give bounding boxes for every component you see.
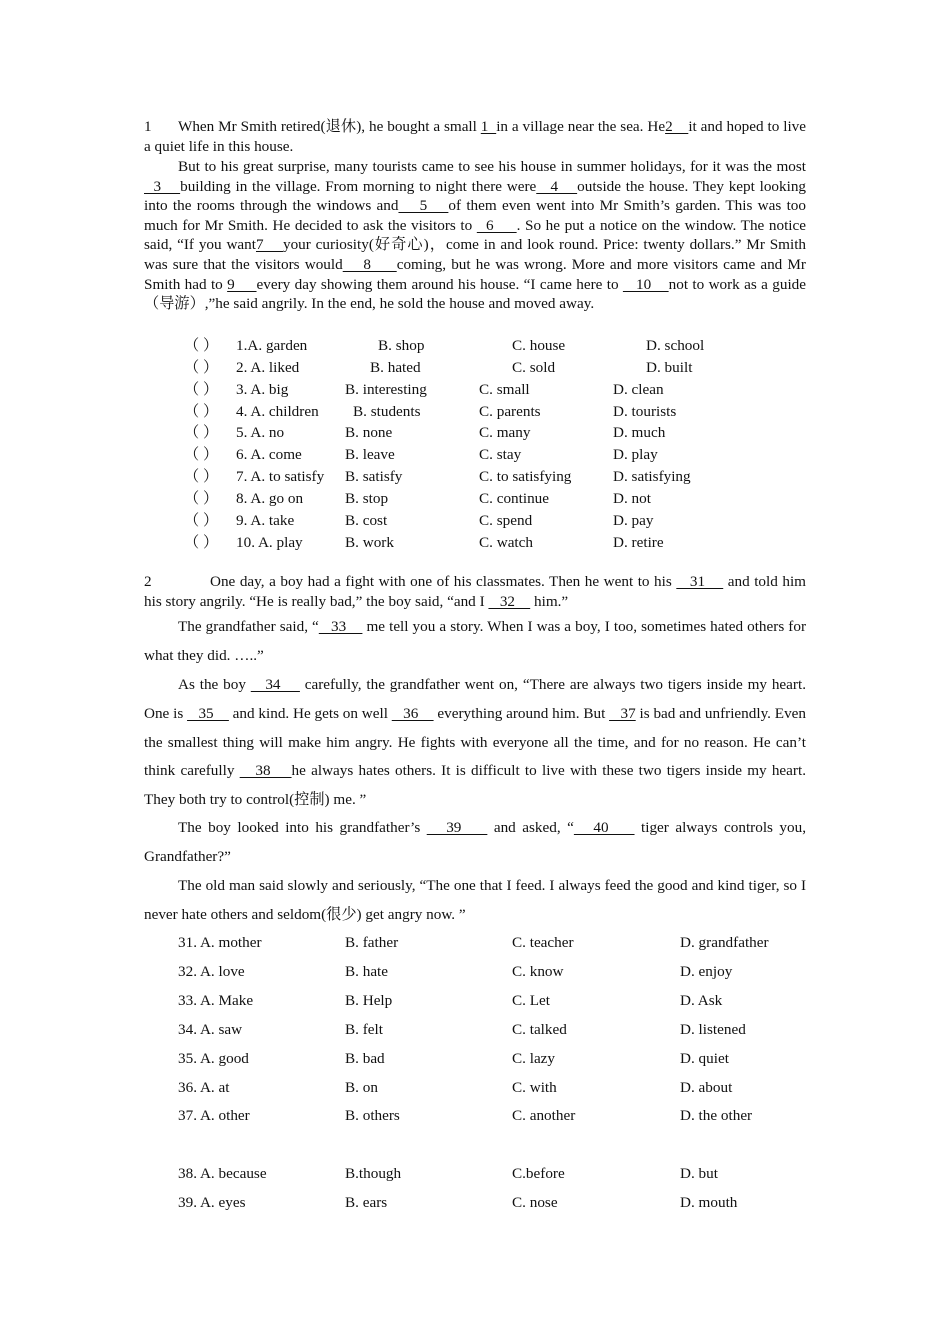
answer-blank[interactable]: 35 (187, 704, 229, 722)
passage2-paragraph1-text (144, 573, 806, 610)
option-b: B. cost (345, 512, 388, 529)
text-segment: he always hates others. It is difficult to live with these two tigers inside my heart. They both try to control(控制) me. ” (144, 762, 806, 809)
passage1-paragraph1 (144, 117, 806, 156)
option-a: 1.A. garden (236, 337, 308, 354)
option-d: D. retire (613, 534, 664, 551)
text-segment: . So he put a notice on the window. The notice said, “If you want (144, 216, 807, 254)
text-segment: The boy looked into his grandfather’s (178, 819, 427, 836)
option-a: 4. A. children (236, 403, 319, 420)
text-segment: of them even went into Mr Smith’s garden. This was too much for Mr Smith. He decided to ask the visitors to (144, 197, 806, 234)
option-b: B. interesting (345, 381, 427, 398)
passage1-paragraph2-text (144, 158, 806, 312)
option-a: 8. A. go on (236, 490, 304, 507)
passage2-paragraph5-text (144, 877, 806, 923)
option-a: 6. A. come (236, 446, 302, 463)
answer-blank[interactable]: 31 (676, 573, 724, 590)
option-c: C. watch (479, 534, 533, 551)
option-c: C. with (512, 1079, 557, 1096)
option-row (0, 929, 950, 957)
text-segment: As the boy (178, 676, 251, 693)
answer-paren[interactable]: （ ） (184, 424, 219, 441)
option-d: D. clean (613, 381, 664, 398)
option-row (0, 444, 950, 465)
answer-paren[interactable]: （ ） (184, 490, 219, 507)
option-row (0, 1045, 950, 1073)
option-row (0, 335, 950, 356)
option-d: D. not (613, 490, 651, 507)
passage2-paragraph2 (144, 613, 806, 671)
answer-paren[interactable]: （ ） (184, 468, 219, 485)
passage1-paragraph2 (144, 157, 806, 314)
option-d: D. about (680, 1079, 733, 1096)
passage2-paragraph3-text (144, 676, 806, 808)
answer-blank[interactable]: 32 (488, 592, 531, 610)
option-d: D. built (646, 359, 693, 376)
passage2-paragraph1 (144, 572, 806, 611)
option-row (0, 1160, 950, 1188)
option-d: D. tourists (613, 403, 677, 420)
option-b: B. others (345, 1107, 400, 1124)
text-segment: carefully, the grandfather went on, “There are always two tigers inside my heart. One is (144, 676, 806, 722)
option-a: 36. A. at (178, 1079, 230, 1096)
option-c: C. talked (512, 1021, 567, 1038)
option-row (0, 1074, 950, 1102)
option-b: B. shop (378, 337, 425, 354)
option-c: C. lazy (512, 1050, 556, 1067)
option-b: B. satisfy (345, 468, 403, 485)
answer-blank[interactable]: 3 (144, 177, 181, 195)
text-segment: not to work as a guide（导游）,”he said angrily. In the end, he sold the house and moved away. (144, 275, 806, 313)
option-c: C. sold (512, 359, 556, 376)
answer-blank[interactable]: 1 (480, 118, 497, 135)
text-segment: outside the house. They kept looking into the rooms through the windows and (144, 177, 807, 215)
option-b: B. felt (345, 1021, 383, 1038)
option-a: 33. A. Make (178, 992, 254, 1009)
option-a: 7. A. to satisfy (236, 468, 325, 485)
passage2-paragraph3 (144, 671, 806, 815)
text-segment: When Mr Smith retired(退休), he bought a small (178, 118, 481, 135)
option-d: D. play (613, 446, 658, 463)
answer-blank[interactable]: 9 (227, 275, 257, 293)
option-b: B. work (345, 534, 394, 551)
option-row (0, 466, 950, 487)
option-a: 35. A. good (178, 1050, 249, 1067)
answer-paren[interactable]: （ ） (184, 403, 219, 420)
option-b: B.though (345, 1165, 402, 1182)
option-d: D. grandfather (680, 934, 769, 951)
option-c: C. house (512, 337, 566, 354)
text-segment: and asked, “ (487, 819, 574, 836)
option-c: C. to satisfying (479, 468, 572, 485)
option-d: D. the other (680, 1107, 753, 1124)
option-d: D. school (646, 337, 705, 354)
option-d: D. much (613, 424, 666, 441)
option-c: C. nose (512, 1194, 558, 1211)
answer-blank[interactable]: 39 (426, 819, 488, 836)
option-d: D. mouth (680, 1194, 738, 1211)
option-row (0, 488, 950, 509)
text-segment: me tell you a story. When I was a boy, I too, sometimes hated others for what they did. …..” (144, 618, 806, 664)
option-b: B. father (345, 934, 399, 951)
option-b: B. Help (345, 992, 393, 1009)
text-segment: it and hoped to live a quiet life in this house. (144, 118, 807, 155)
option-row (0, 510, 950, 531)
answer-blank[interactable]: 37 (609, 704, 636, 722)
text-segment: The old man said slowly and seriously, “The one that I feed. I always feed the good and kind tiger, so I never hate others and seldom(很少) get angry now. ” (144, 877, 806, 923)
passage2-number: 2 (144, 573, 152, 590)
answer-paren[interactable]: （ ） (184, 337, 219, 354)
option-c: C. teacher (512, 934, 574, 951)
option-row (0, 422, 950, 443)
passage2-paragraph5 (144, 872, 806, 930)
text-segment: and told him his story angrily. “He is really bad,” the boy said, “and I (144, 573, 806, 610)
option-row (0, 401, 950, 422)
option-c: C. another (512, 1107, 576, 1124)
answer-paren[interactable]: （ ） (184, 446, 219, 463)
option-a: 3. A. big (236, 381, 289, 398)
option-a: 10. A. play (236, 534, 303, 551)
answer-paren[interactable]: （ ） (184, 359, 219, 376)
answer-blank[interactable]: 6 (476, 216, 517, 234)
option-d: D. quiet (680, 1050, 729, 1067)
answer-blank[interactable]: 10 (622, 275, 669, 293)
option-row (0, 1102, 950, 1130)
answer-paren[interactable]: （ ） (184, 381, 219, 398)
option-b: B. bad (345, 1050, 385, 1067)
text-segment: every day showing them around his house. “I came here to (256, 275, 623, 293)
option-a: 9. A. take (236, 512, 295, 529)
option-c: C. know (512, 963, 564, 980)
option-c: C.before (512, 1165, 565, 1182)
option-c: C. spend (479, 512, 533, 529)
answer-blank[interactable]: 40 (573, 819, 635, 836)
passage1-number: 1 (144, 118, 152, 135)
option-b: B. stop (345, 490, 389, 507)
answer-paren[interactable]: （ ） (184, 512, 219, 529)
text-segment: in a village near the sea. He (496, 118, 666, 135)
answer-blank[interactable]: 33 (318, 618, 363, 635)
option-b: B. hate (345, 963, 389, 980)
text-segment: everything around him. But (433, 704, 610, 722)
text-segment: your curiosity(好奇心)，come in and look round. Price: twenty dollars.” Mr Smith was sure that the visitors would (144, 236, 807, 273)
option-c: C. stay (479, 446, 522, 463)
answer-blank[interactable]: 5 (398, 197, 449, 215)
text-segment: The grandfather said, “ (178, 618, 319, 635)
option-d: D. satisfying (613, 468, 691, 485)
option-a: 2. A. liked (236, 359, 300, 376)
option-d: D. listened (680, 1021, 746, 1038)
option-row (0, 357, 950, 378)
option-a: 32. A. love (178, 963, 245, 980)
option-d: D. but (680, 1165, 718, 1182)
option-b: B. leave (345, 446, 395, 463)
option-a: 38. A. because (178, 1165, 267, 1182)
option-row (0, 379, 950, 400)
answer-blank[interactable]: 2 (665, 118, 689, 135)
passage1-paragraph1-text (144, 118, 806, 155)
option-d: D. pay (613, 512, 654, 529)
text-segment: coming, but he was wrong. More and more visitors came and Mr Smith had to (144, 255, 806, 293)
option-c: C. small (479, 381, 530, 398)
option-c: C. continue (479, 490, 550, 507)
option-c: C. many (479, 424, 531, 441)
option-d: D. Ask (680, 992, 723, 1009)
option-a: 34. A. saw (178, 1021, 243, 1038)
answer-blank[interactable]: 4 (536, 177, 578, 195)
text-segment: and kind. He gets on well (228, 704, 392, 722)
option-d: D. enjoy (680, 963, 733, 980)
answer-paren[interactable]: （ ） (184, 534, 219, 551)
option-b: B. none (345, 424, 393, 441)
option-a: 31. A. mother (178, 934, 262, 951)
option-c: C. Let (512, 992, 550, 1009)
text-segment: him.” (530, 592, 569, 610)
answer-blank[interactable]: 7 (255, 236, 283, 254)
text-segment: building in the village. From morning to night there were (180, 177, 537, 195)
passage2-paragraph4-text (144, 819, 806, 865)
answer-blank[interactable]: 8 (342, 255, 397, 273)
answer-blank[interactable]: 36 (391, 704, 434, 722)
text-segment: One day, a boy had a fight with one of his classmates. Then he went to his (210, 573, 677, 590)
option-a: 37. A. other (178, 1107, 250, 1124)
text-segment: But to his great surprise, many tourists came to see his house in summer holidays, for it was the most (178, 158, 806, 175)
text-segment: tiger always controls you, Grandfather?” (144, 819, 807, 865)
passage2-paragraph2-text (144, 618, 806, 664)
text-segment: is bad and unfriendly. Even the smallest thing will make him angry. He fights with everyone all the time, and for no reason. He can’t think carefully (144, 704, 806, 780)
option-c: C. parents (479, 403, 541, 420)
option-a: 5. A. no (236, 424, 285, 441)
option-row (0, 1016, 950, 1044)
answer-blank[interactable]: 38 (239, 762, 292, 780)
option-b: B. students (353, 403, 421, 420)
option-b: B. hated (370, 359, 421, 376)
passage2-paragraph4 (144, 814, 806, 872)
option-a: 39. A. eyes (178, 1194, 246, 1211)
option-row (0, 958, 950, 986)
option-b: B. ears (345, 1194, 388, 1211)
option-row (0, 1189, 950, 1217)
option-row (0, 532, 950, 553)
option-b: B. on (345, 1079, 378, 1096)
answer-blank[interactable]: 34 (250, 676, 300, 693)
option-row (0, 987, 950, 1015)
